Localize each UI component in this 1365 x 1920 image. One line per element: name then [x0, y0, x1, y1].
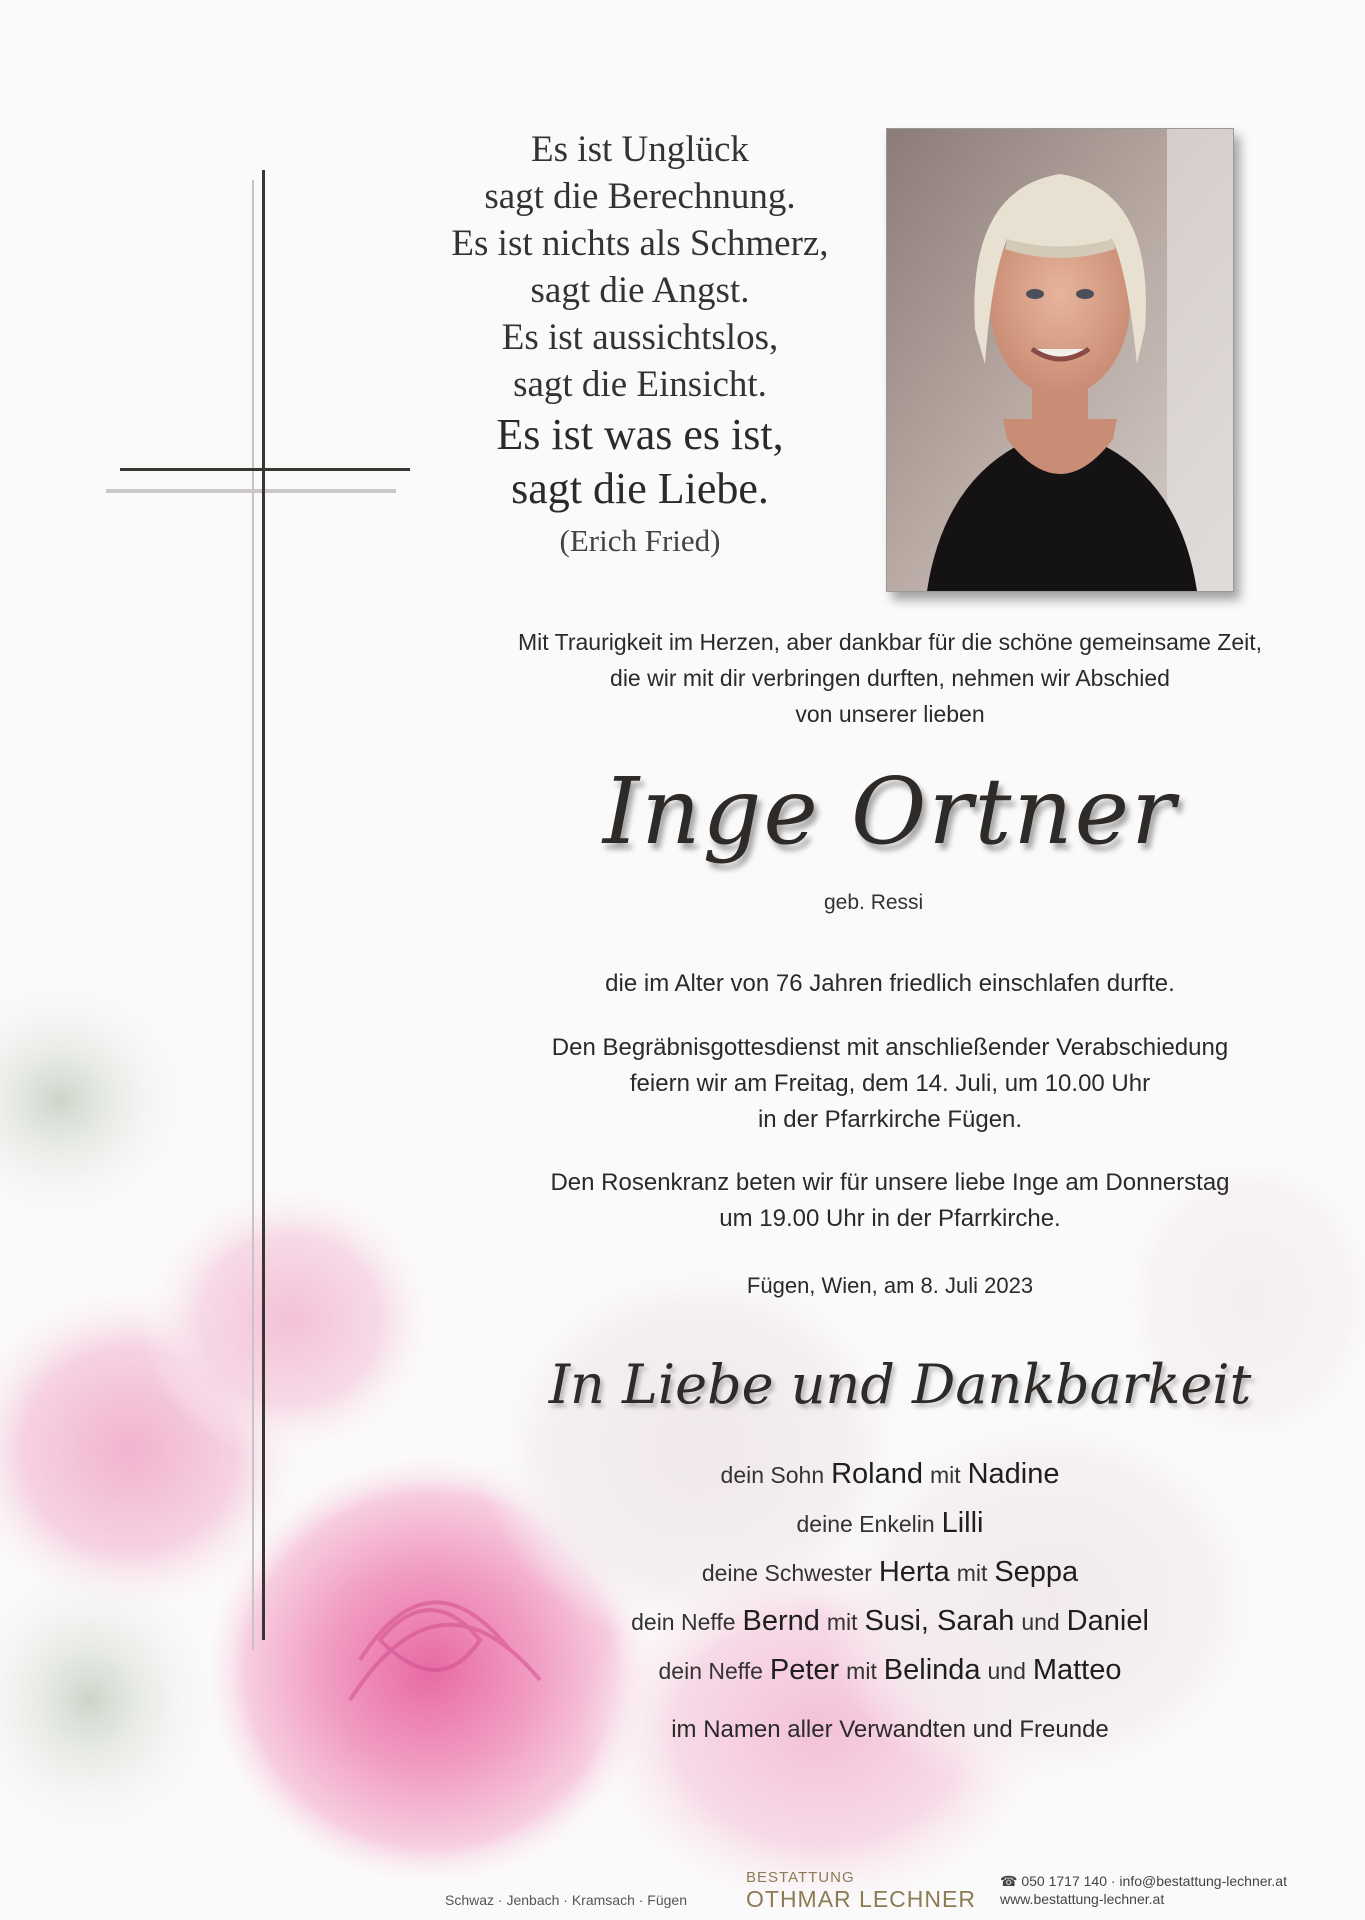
mourner-line: [420, 1597, 1360, 1646]
website-link[interactable]: www.bestattung-lechner.at: [1000, 1891, 1165, 1907]
connector: mit: [956, 1560, 988, 1586]
poem-line: sagt die Berechnung.: [484, 176, 796, 217]
intro-line: von unserer lieben: [795, 701, 985, 727]
poem-line: Es ist Unglück: [531, 129, 749, 170]
mourner-name: Belinda: [883, 1654, 981, 1686]
connector: und: [1021, 1609, 1060, 1635]
poem-line: Es ist nichts als Schmerz,: [451, 223, 829, 264]
connector: und: [987, 1658, 1026, 1684]
footer-towns: Schwaz · Jenbach · Kramsach · Fügen: [445, 1892, 687, 1908]
contact-text: 050 1717 140 · info@bestattung-lechner.at: [1021, 1873, 1287, 1889]
connector: mit: [826, 1609, 858, 1635]
mourner-line: [420, 1646, 1360, 1695]
poem-line: sagt die Angst.: [530, 270, 750, 311]
closing-phrase: In Liebe und Dankbarkeit: [548, 1353, 1252, 1416]
mourner-name: Herta: [878, 1556, 950, 1588]
poem-emphasis-line: Es ist was es ist,: [496, 410, 784, 459]
age-line: die im Alter von 76 Jahren friedlich einschlafen durfte.: [605, 970, 1175, 997]
poem-line: Es ist aussichtslos,: [501, 317, 779, 358]
poem: [400, 126, 880, 564]
relation: dein Neffe: [658, 1658, 763, 1684]
contact-info: [1000, 1872, 1287, 1908]
intro-line: die wir mit dir verbringen durften, nehmen wir Abschied: [610, 665, 1170, 691]
mourners-list: [420, 1450, 1360, 1695]
portrait-photo: [886, 128, 1234, 592]
relation: deine Enkelin: [796, 1511, 935, 1537]
funeral-info: [420, 1030, 1360, 1138]
mourner-name: Bernd: [742, 1605, 820, 1637]
rosary-info: [420, 1165, 1360, 1237]
intro-text: [420, 624, 1360, 732]
mourner-name: Susi, Sarah: [864, 1605, 1015, 1637]
mourner-line: [420, 1499, 1360, 1548]
final-line: im Namen aller Verwandten und Freunde: [671, 1716, 1109, 1743]
mourner-line: [420, 1450, 1360, 1499]
mourner-name: Seppa: [994, 1556, 1079, 1588]
poem-line: sagt die Einsicht.: [513, 364, 767, 405]
funeral-line: feiern wir am Freitag, dem 14. Juli, um 10.00 Uhr: [629, 1070, 1151, 1097]
brand-logo: [746, 1870, 976, 1912]
place-date: Fügen, Wien, am 8. Juli 2023: [746, 1273, 1034, 1298]
brand-large: OTHMAR LECHNER: [746, 1886, 976, 1912]
funeral-line: Den Begräbnisgottesdienst mit anschließender Verabschiedung: [551, 1034, 1229, 1061]
mourner-name: Daniel: [1066, 1605, 1149, 1637]
relation: dein Sohn: [720, 1462, 825, 1488]
rosary-line: um 19.00 Uhr in der Pfarrkirche.: [719, 1205, 1061, 1232]
connector: mit: [846, 1658, 877, 1684]
intro-line: Mit Traurigkeit im Herzen, aber dankbar für die schöne gemeinsame Zeit,: [518, 629, 1262, 655]
relation: dein Neffe: [631, 1609, 736, 1635]
deceased-name: Inge Ortner: [602, 758, 1178, 865]
connector: mit: [929, 1462, 961, 1488]
mourner-name: Matteo: [1032, 1654, 1122, 1686]
phone-icon: ☎: [1000, 1873, 1018, 1889]
poem-emphasis-line: sagt die Liebe.: [511, 464, 769, 513]
contact-line: [1000, 1872, 1287, 1890]
mourner-name: Peter: [769, 1654, 840, 1686]
poem-author: (Erich Fried): [559, 523, 721, 558]
mourner-line: [420, 1548, 1360, 1597]
rosary-line: Den Rosenkranz beten wir für unsere liebe Inge am Donnerstag: [550, 1169, 1230, 1196]
brand-small: BESTATTUNG: [746, 1869, 855, 1886]
mourner-name: Lilli: [941, 1507, 984, 1539]
mourner-name: Roland: [831, 1458, 923, 1490]
funeral-line: in der Pfarrkirche Fügen.: [757, 1106, 1023, 1133]
birth-name: geb. Ressi: [824, 891, 924, 914]
mourner-name: Nadine: [967, 1458, 1060, 1490]
relation: deine Schwester: [701, 1560, 872, 1586]
